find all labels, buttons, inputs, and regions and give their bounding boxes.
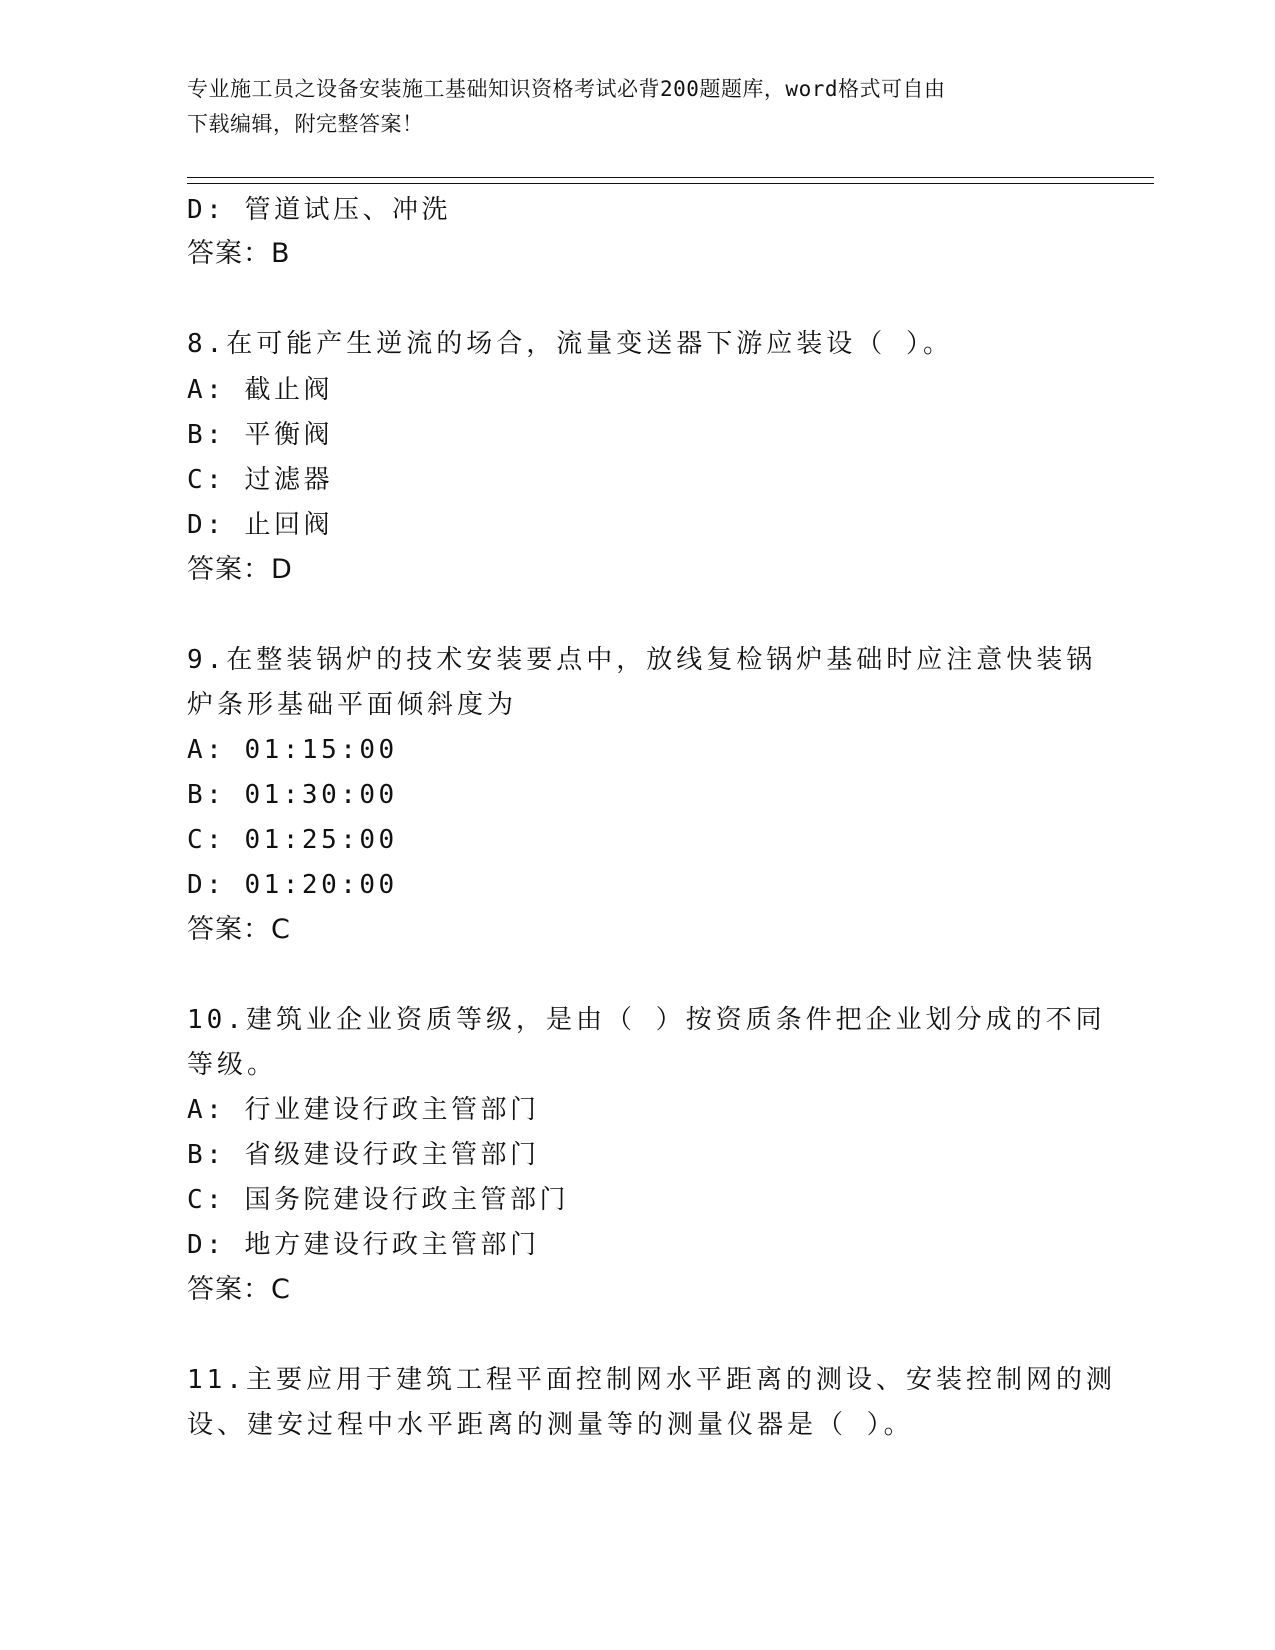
q9-option-b: B: 01:30:00 [187, 780, 398, 810]
q8-option-c: C: 过滤器 [187, 465, 333, 495]
q10-option-a: A: 行业建设行政主管部门 [187, 1095, 540, 1125]
q8-option-b: B: 平衡阀 [187, 420, 333, 450]
q10-stem-line-2: 等级。 [187, 1050, 278, 1080]
q8-option-d: D: 止回阀 [187, 510, 333, 540]
q10-stem-line-1: 10.建筑业企业资质等级，是由（ ）按资质条件把企业划分成的不同 [187, 1005, 1106, 1035]
q7-answer: 答案：B [187, 238, 291, 269]
q9-option-c: C: 01:25:00 [187, 825, 398, 855]
q8-answer: 答案：D [187, 554, 293, 585]
header-line-1: 专业施工员之设备安装施工基础知识资格考试必背200题题库，word格式可自由 [187, 77, 946, 101]
q8-stem: 8.在可能产生逆流的场合，流量变送器下游应装设（ ）。 [187, 329, 953, 359]
q9-option-d: D: 01:20:00 [187, 870, 398, 900]
q10-answer: 答案：C [187, 1274, 291, 1305]
q11-stem-line-1: 11.主要应用于建筑工程平面控制网水平距离的测设、安装控制网的测 [187, 1365, 1116, 1395]
q9-stem-line-1: 9.在整装锅炉的技术安装要点中，放线复检锅炉基础时应注意快装锅 [187, 645, 1097, 675]
q10-option-c: C: 国务院建设行政主管部门 [187, 1185, 569, 1215]
document-header [187, 72, 1077, 142]
q11-stem-line-2: 设、建安过程中水平距离的测量等的测量仪器是（ ）。 [187, 1410, 914, 1440]
q7-option-d: D: 管道试压、冲洗 [187, 195, 451, 225]
q8-option-a: A: 截止阀 [187, 375, 333, 405]
q9-option-a: A: 01:15:00 [187, 735, 398, 765]
q10-option-b: B: 省级建设行政主管部门 [187, 1140, 540, 1170]
header-divider-top [187, 177, 1154, 178]
header-divider-bottom [187, 183, 1154, 184]
q9-answer: 答案：C [187, 914, 291, 945]
header-line-2: 下载编辑，附完整答案！ [187, 112, 424, 136]
q9-stem-line-2: 炉条形基础平面倾斜度为 [187, 690, 518, 720]
q10-option-d: D: 地方建设行政主管部门 [187, 1230, 540, 1260]
